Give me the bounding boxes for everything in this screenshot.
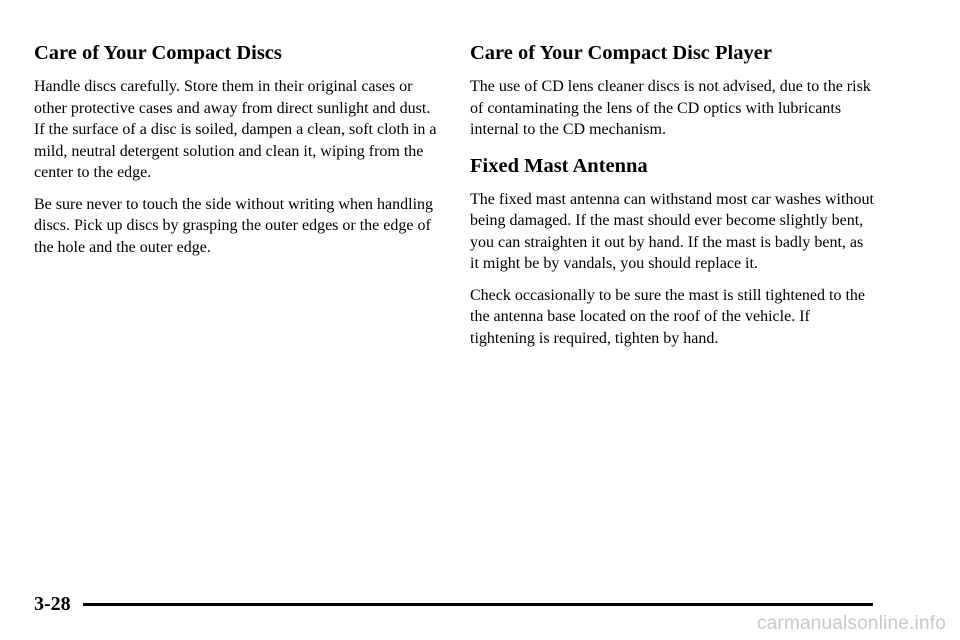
paragraph-lens-cleaner: The use of CD lens cleaner discs is not advised, due to the risk of contaminating the lens of the CD optics with lubricants internal to the CD mechanism.	[470, 78, 871, 138]
paragraph-antenna-tightening: Check occasionally to be sure the mast is still tightened to the the antenna base located on the roof of the vehicle. If tightening is required, tighten by hand.	[470, 286, 866, 347]
left-column	[34, 40, 439, 268]
section-heading-fixed-mast-antenna: Fixed Mast Antenna	[470, 154, 648, 177]
paragraph-antenna-car-washes: The fixed mast antenna can withstand most car washes without being damaged. If the mast should ever become slightly bent, you can straighten it out by hand. If the mast is badly bent, as it might be by vandals, you should replace it.	[470, 190, 874, 272]
page-number: 3-28	[34, 593, 71, 615]
footer-rule	[83, 603, 873, 606]
paragraph-touching-discs: Be sure never to touch the side without writing when handling discs. Pick up discs by grasping the outer edges or the edge of the hole and the outer edge.	[34, 195, 434, 256]
section-heading-care-of-disc-player: Care of Your Compact Disc Player	[470, 42, 772, 64]
section-heading-care-of-compact-discs: Care of Your Compact Discs	[34, 42, 282, 64]
paragraph-handling-discs: Handle discs carefully. Store them in their original cases or other protective cases and away from direct sunlight and dust. If the surface of a disc is soiled, dampen a clean, soft cloth in a mild, neutral detergent solution and clean it, wiping from the center to the edge.	[34, 78, 437, 181]
watermark-text: carmanualsonline.info	[756, 613, 946, 634]
right-column	[470, 40, 875, 359]
